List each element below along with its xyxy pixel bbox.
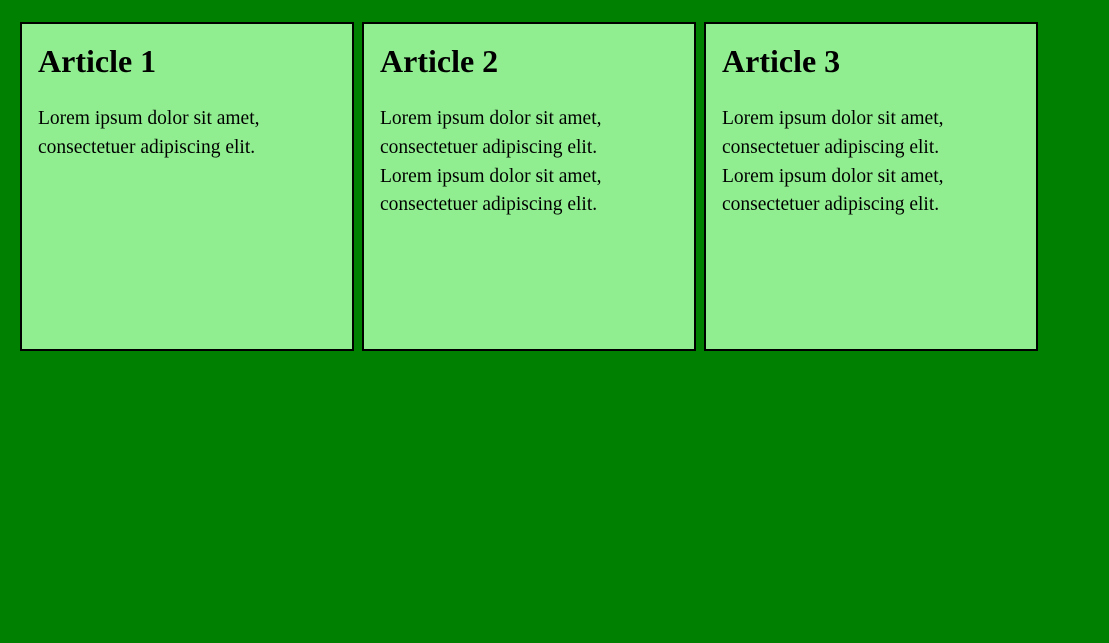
article-card [704, 22, 1038, 351]
article-paragraph: Lorem ipsum dolor sit amet, consectetuer adipiscing elit. [380, 108, 602, 158]
article-paragraph: Lorem ipsum dolor sit amet, consectetuer adipiscing elit. [722, 108, 944, 158]
articles-row [20, 22, 1089, 351]
article-title: Article 1 [38, 43, 157, 79]
article-title: Article 3 [722, 43, 841, 79]
article-title: Article 2 [380, 43, 499, 79]
article-body [722, 105, 1020, 220]
article-paragraph: Lorem ipsum dolor sit amet, consectetuer adipiscing elit. [380, 165, 602, 216]
article-paragraph: Lorem ipsum dolor sit amet, consectetuer adipiscing elit. [722, 165, 944, 216]
article-card [20, 22, 354, 351]
article-body [38, 105, 336, 162]
article-paragraph: Lorem ipsum dolor sit amet, consectetuer adipiscing elit. [38, 108, 260, 158]
article-card [362, 22, 696, 351]
article-body [380, 105, 678, 220]
